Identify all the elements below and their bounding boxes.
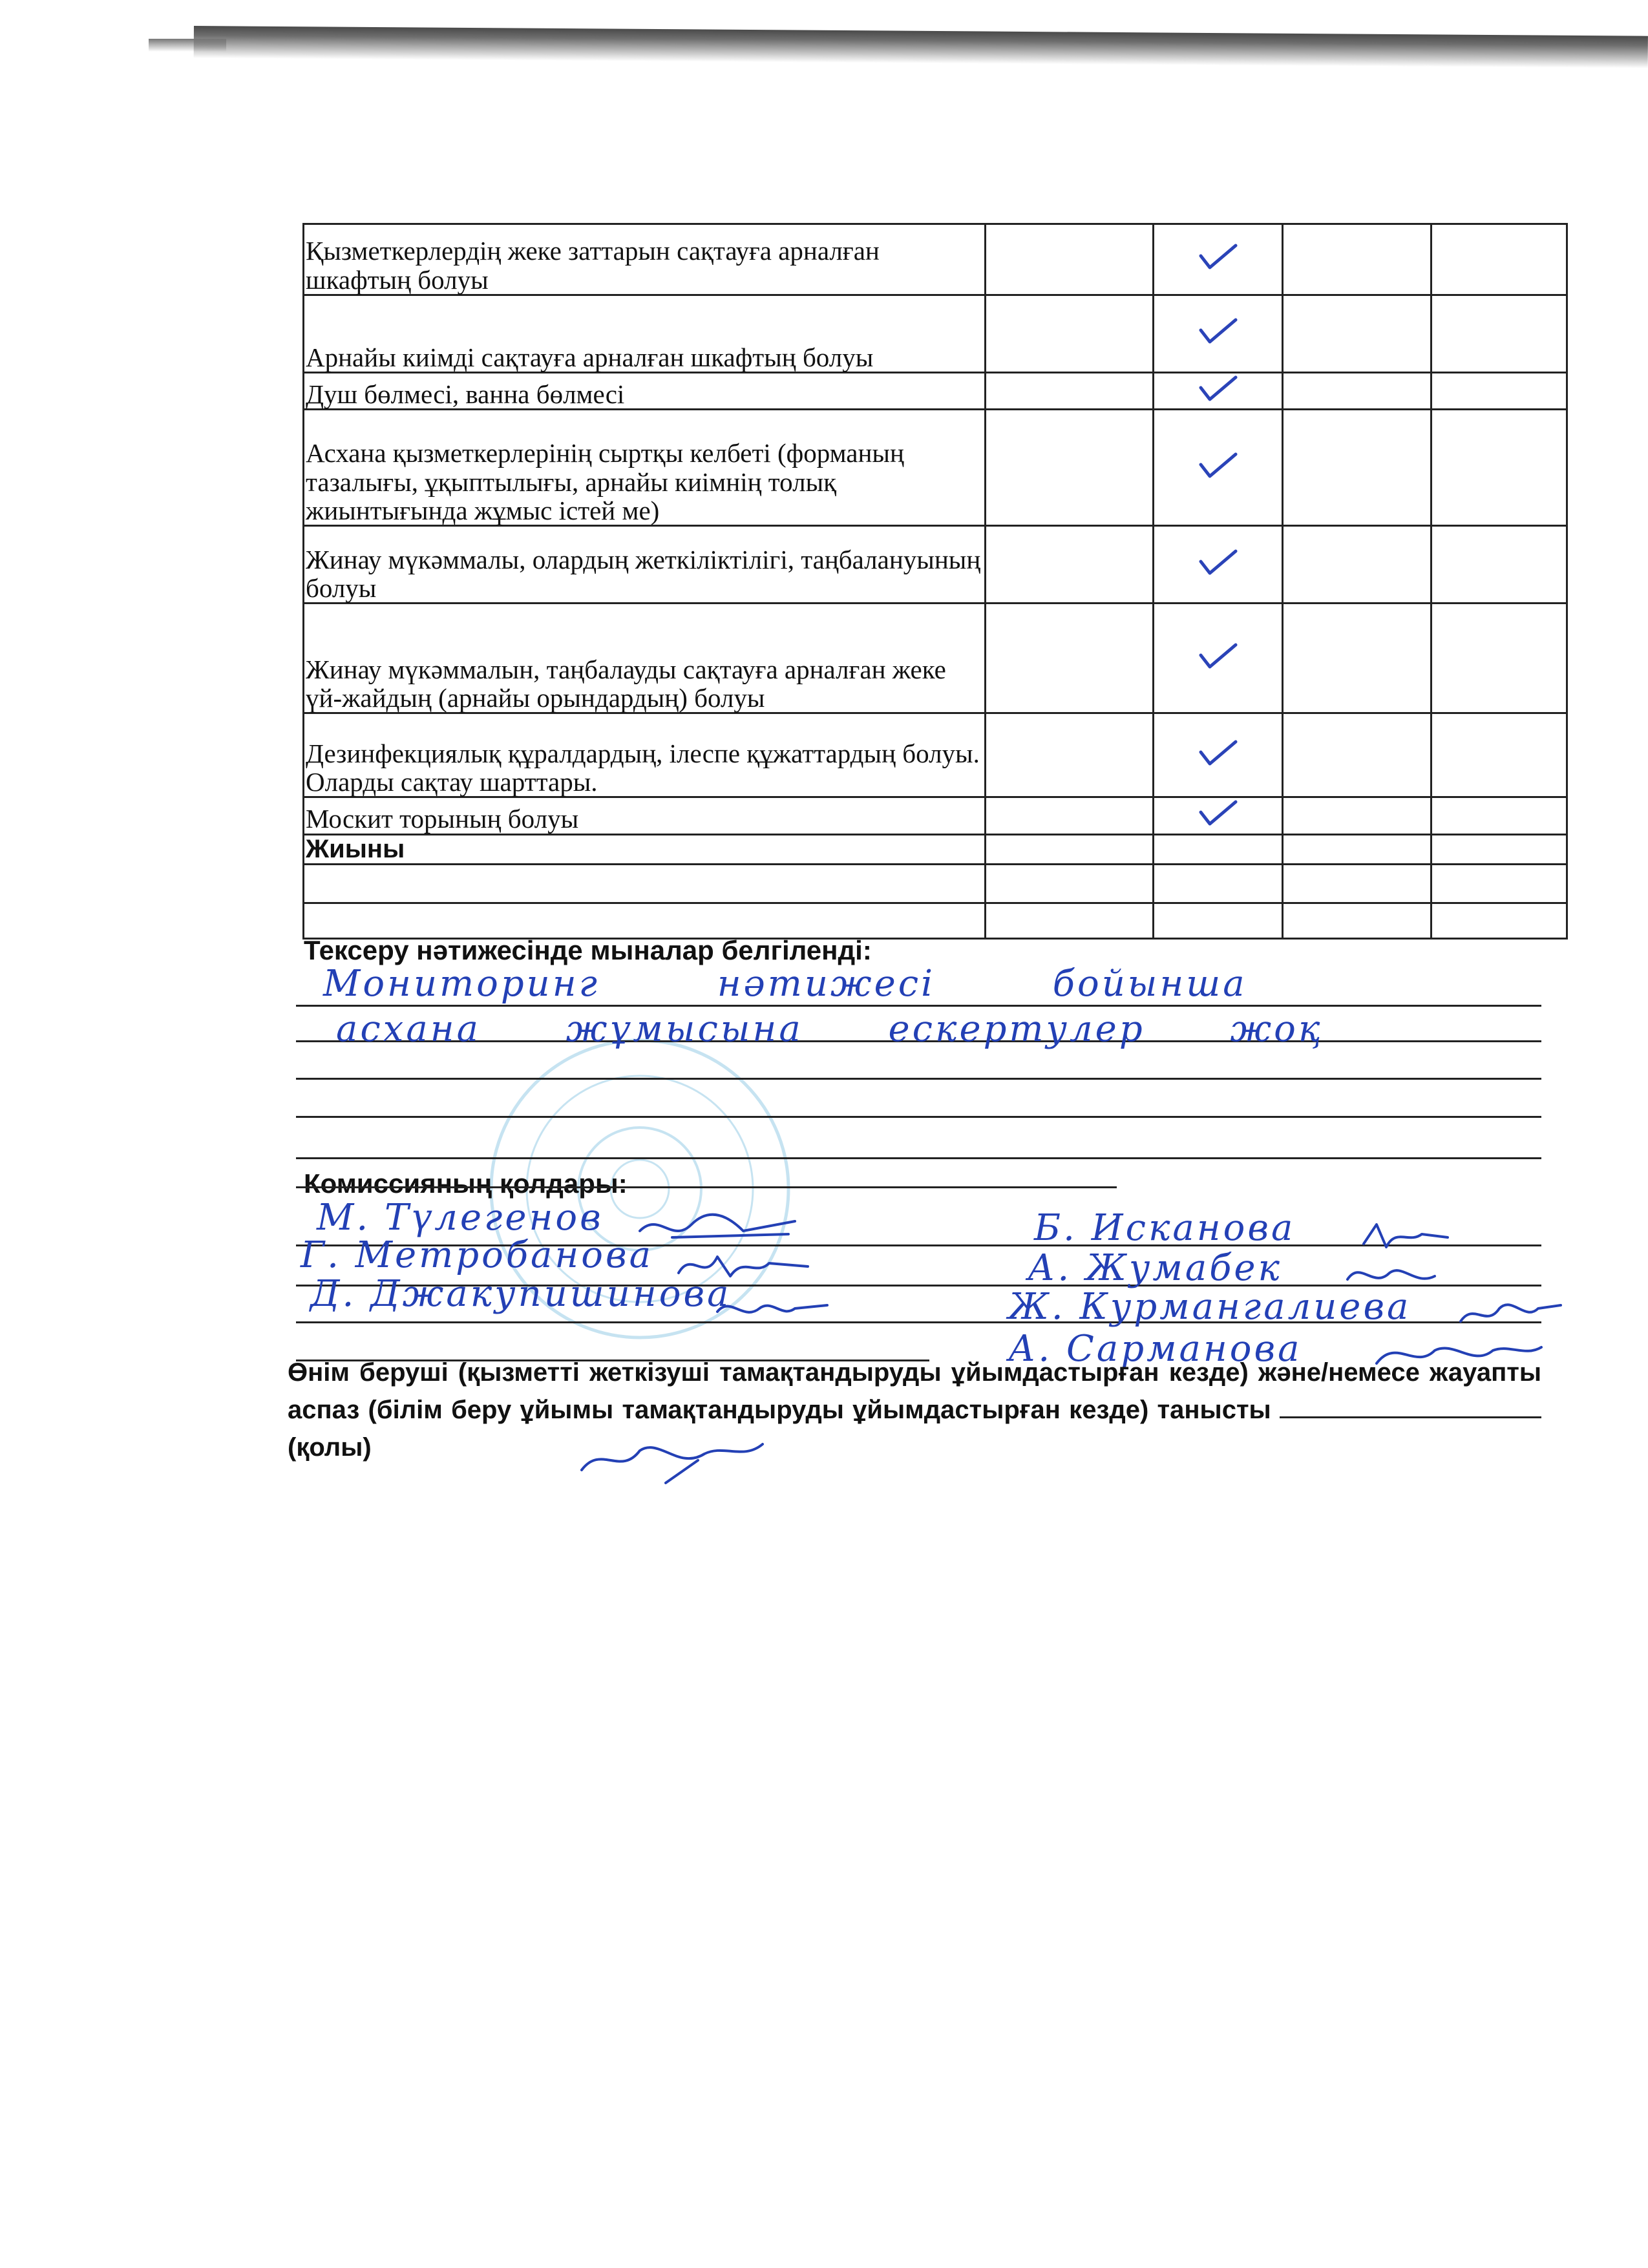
checklist-mark-cell xyxy=(986,373,1154,410)
checklist-item-text: Дезинфекциялық құралдардың, ілеспе құжаттардың болуы. Оларды сақтау шарттары. xyxy=(304,713,986,797)
checkmark-icon xyxy=(1196,373,1241,403)
checkmark-icon xyxy=(1196,242,1241,271)
commission-heading: Комиссияның қолдары: xyxy=(304,1168,628,1199)
empty-cell xyxy=(1154,903,1283,938)
checkmark-icon xyxy=(1196,316,1241,346)
checklist-mark-cell xyxy=(1154,797,1283,834)
acknowledgement-text: Өнім беруші (қызметті жеткізуші тамақтандыруды ұйымдастырған кезде) және/немесе жауапты аспаз (білім беру ұйымы тамақтандыруды ұйымдастырған кезде) танысты xyxy=(288,1358,1541,1424)
commission-left-name-1: М. Түлегенов xyxy=(317,1197,604,1239)
checklist-mark-cell xyxy=(1431,295,1567,373)
checklist-mark-cell xyxy=(1431,604,1567,713)
scan-shadow-edge xyxy=(194,26,1648,68)
results-line-4 xyxy=(296,1116,1541,1118)
commission-right-name-3: Ж. Курмангалиева xyxy=(1008,1286,1411,1328)
checklist-mark-cell xyxy=(986,526,1154,604)
checklist-mark-cell xyxy=(986,224,1154,295)
checklist-item-text: Жинау мүкәммалын, таңбалауды сақтауға арналған жеке үй-жайдың (арнайы орындардың) болуы xyxy=(304,604,986,713)
commission-left-name-3: Д. Джакупишинова xyxy=(310,1273,732,1315)
empty-cell xyxy=(304,903,986,938)
scan-shadow-corner xyxy=(149,39,226,52)
checklist-total-row xyxy=(304,834,1567,864)
results-line-5 xyxy=(296,1157,1541,1159)
checklist-mark-cell xyxy=(1154,410,1283,526)
checklist-row xyxy=(304,410,1567,526)
commission-left-name-2: Г. Метробанова xyxy=(301,1234,653,1276)
signature-acknowledgement xyxy=(569,1425,795,1496)
checklist-body xyxy=(304,224,1567,939)
checklist-item-text: Асхана қызметкерлерінің сыртқы келбеті (форманың тазалығы, ұқыптылығы, арнайы киімнің толық жиынтығында жұмыс істей ме) xyxy=(304,410,986,526)
checklist-mark-cell xyxy=(1283,410,1431,526)
empty-cell xyxy=(1283,903,1431,938)
checklist-item-text: Қызметкерлердің жеке заттарын сақтауға арналған шкафтың болуы xyxy=(304,224,986,295)
empty-cell xyxy=(304,864,986,903)
checklist-item-text: Жинау мүкәммалы, олардың жеткіліктілігі, таңбалануының болуы xyxy=(304,526,986,604)
signature-right-2 xyxy=(1338,1254,1448,1299)
acknowledgement-paragraph xyxy=(288,1354,1541,1466)
handwritten-result-2: асхана жұмысына ескертулер жоқ xyxy=(336,1008,1323,1050)
checklist-mark-cell xyxy=(986,604,1154,713)
checklist-mark-cell xyxy=(1431,373,1567,410)
checklist-row xyxy=(304,295,1567,373)
checklist-row xyxy=(304,526,1567,604)
checklist-mark-cell xyxy=(1283,295,1431,373)
checklist-table xyxy=(302,223,1568,940)
checklist-mark-cell xyxy=(1431,713,1567,797)
results-line-1 xyxy=(296,1005,1541,1007)
checklist-mark-cell xyxy=(1431,224,1567,295)
empty-cell xyxy=(1431,903,1567,938)
total-cell xyxy=(1283,834,1431,864)
checklist-mark-cell xyxy=(986,295,1154,373)
checklist-mark-cell xyxy=(1154,713,1283,797)
checklist-mark-cell xyxy=(1431,797,1567,834)
empty-cell xyxy=(986,903,1154,938)
empty-cell xyxy=(1431,864,1567,903)
checkmark-icon xyxy=(1196,641,1241,671)
checklist-item-text: Душ бөлмесі, ванна бөлмесі xyxy=(304,373,986,410)
checklist-row xyxy=(304,604,1567,713)
results-line-3 xyxy=(296,1078,1541,1080)
checklist-mark-cell xyxy=(1283,797,1431,834)
checklist-empty-row xyxy=(304,903,1567,938)
checklist-mark-cell xyxy=(1154,373,1283,410)
acknowledgement-signature-line xyxy=(1280,1397,1541,1418)
checklist-mark-cell xyxy=(1154,604,1283,713)
total-cell xyxy=(986,834,1154,864)
checklist-mark-cell xyxy=(1431,526,1567,604)
checklist-mark-cell xyxy=(1154,526,1283,604)
commission-right-name-2: А. Жумабек xyxy=(1028,1247,1282,1289)
signature-left-3 xyxy=(711,1286,840,1331)
checklist-row xyxy=(304,797,1567,834)
checklist-mark-cell xyxy=(1283,526,1431,604)
checkmark-icon xyxy=(1196,450,1241,480)
commission-right-name-1: Б. Исканова xyxy=(1034,1207,1296,1249)
checkmark-icon xyxy=(1196,547,1241,577)
checklist-mark-cell xyxy=(1283,713,1431,797)
checklist-mark-cell xyxy=(986,797,1154,834)
checklist-item-text: Москит торының болуы xyxy=(304,797,986,834)
checklist-mark-cell xyxy=(986,713,1154,797)
acknowledgement-sign-label: (қолы) xyxy=(288,1433,372,1462)
checklist-mark-cell xyxy=(1283,604,1431,713)
checklist-empty-row xyxy=(304,864,1567,903)
empty-cell xyxy=(1154,864,1283,903)
empty-cell xyxy=(986,864,1154,903)
checklist-item-text: Арнайы киімді сақтауға арналған шкафтың болуы xyxy=(304,295,986,373)
checkmark-icon xyxy=(1196,798,1241,828)
signature-left-2 xyxy=(672,1244,827,1289)
checklist-mark-cell xyxy=(986,410,1154,526)
checkmark-icon xyxy=(1196,738,1241,768)
checklist-mark-cell xyxy=(1154,295,1283,373)
results-heading: Тексеру нәтижесінде мыналар белгіленді: xyxy=(304,935,872,965)
empty-cell xyxy=(1283,864,1431,903)
checklist-mark-cell xyxy=(1431,410,1567,526)
checklist-mark-cell xyxy=(1283,224,1431,295)
handwritten-result-1: Мониторинг нәтижесі бойынша xyxy=(323,963,1247,1005)
total-cell xyxy=(1154,834,1283,864)
commission-right-name-4: А. Сарманова xyxy=(1008,1328,1302,1370)
total-cell xyxy=(1431,834,1567,864)
checklist-row xyxy=(304,224,1567,295)
checklist-mark-cell xyxy=(1283,373,1431,410)
checklist-row xyxy=(304,713,1567,797)
total-label: Жиыны xyxy=(304,834,986,864)
commission-line-top xyxy=(296,1186,1117,1188)
checklist-mark-cell xyxy=(1154,224,1283,295)
checklist-row xyxy=(304,373,1567,410)
